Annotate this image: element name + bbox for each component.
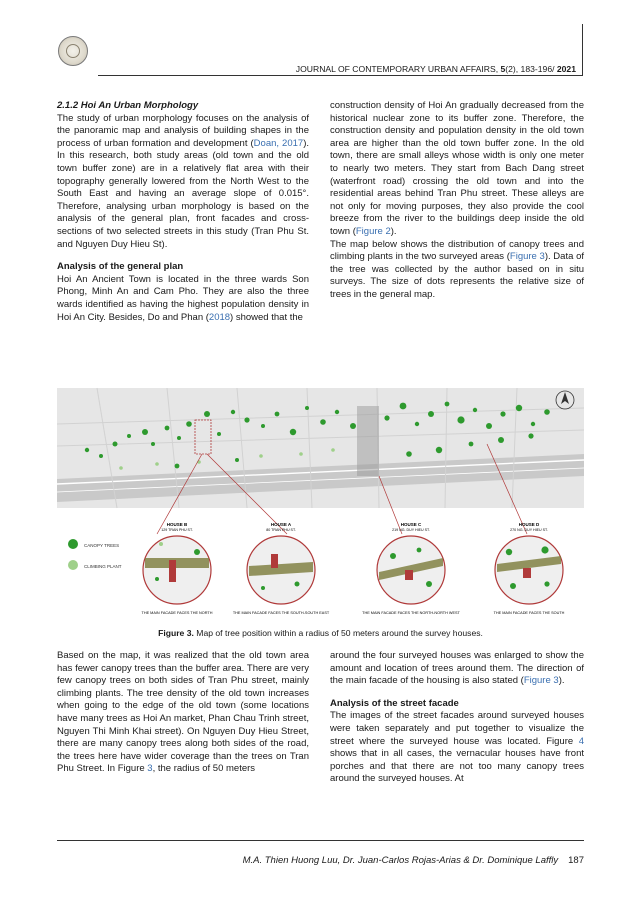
caption-text: Map of tree position within a radius of 50 meters around the survey houses.: [193, 628, 483, 638]
page-number: 187: [568, 855, 584, 866]
house-address: 270 NG. DUY HIEU ST.: [510, 528, 548, 532]
legend-climbing-label: CLIMBING PLANT: [84, 564, 122, 569]
paragraph: The map below shows the distribution of canopy trees and climbing plants in the two surveyed areas (Figure 3). Data of the tree was collected by the author based on in situ surveys. The size of dots represents the relative size of trees in the general map.: [330, 238, 584, 300]
figure-link[interactable]: Figure 2: [355, 225, 391, 237]
house-address: 80 TRAN PHU ST.: [266, 528, 296, 532]
header-vertical-rule: [582, 24, 583, 76]
page-footer: [57, 855, 584, 866]
house-facade-note: THE MAIN FACADE FACES THE SOUTH: [493, 611, 565, 615]
house-facade-note: THE MAIN FACADE FACES THE SOUTH-SOUTH EAST: [232, 611, 330, 615]
header-rule: [98, 75, 583, 76]
paragraph: The images of the street facades around surveyed houses were taken separately and put together to visualize the street where the surveyed house was located. Figure 4 shows that in all cases, the vernacular houses have front porches and that there are not too many canopy trees around the surveyed houses. At: [330, 710, 584, 785]
figure-caption: [57, 628, 584, 638]
house-address: 129 TRAN PHU ST.: [161, 528, 193, 532]
house-address: 219 NG. DUY HIEU ST.: [392, 528, 430, 532]
paragraph: around the four surveyed houses was enlarged to show the amount and location of trees around them. The direction of the main facade of the housing is also stated (Figure 3).: [330, 650, 584, 687]
house-label: HOUSE A: [270, 522, 292, 527]
right-column-bottom: [330, 650, 584, 786]
city-map: [57, 388, 584, 508]
citation-link[interactable]: Doan, 2017: [253, 137, 304, 149]
paragraph: Based on the map, it was realized that the old town area has fewer canopy trees than the buffer area. There are very few canopy trees on both sides of Tran Phu street, mainly climbing plants. The tree density of the old town increases when going to the edge of the old town (some locations have many trees as Hoi An market, Phan Chau Trinh street, Nguyen Thi Minh Khai street). On Nguyen Duy Hieu Street, there are many canopy trees along both sides of the road, the trees here have wider coverage than the trees on Tran Phu Street. In Figure 3, the radius of 50 meters: [57, 650, 309, 775]
subsection-title: Analysis of the general plan: [57, 261, 184, 273]
paragraph: Hoi An Ancient Town is located in the three wards Son Phong, Minh An and Cam Pho. They are also the three wards identified as having the highest population density in Hoi An City. Besides, Do and Phan (2018) showed that the: [57, 273, 309, 323]
house-label: HOUSE B: [166, 522, 188, 527]
left-column-bottom: [57, 650, 309, 776]
journal-header: [296, 64, 576, 74]
figure-link[interactable]: Figure 3: [523, 675, 559, 687]
tree-map-svg: [57, 384, 584, 624]
journal-issue-pages: (2), 183-196/: [505, 64, 557, 74]
caption-label: Figure 3.: [158, 628, 194, 638]
subsection-title: Analysis of the street facade: [330, 697, 459, 709]
journal-name: JOURNAL OF CONTEMPORARY URBAN AFFAIRS,: [295, 64, 501, 74]
right-column-top: [330, 100, 584, 302]
journal-logo-seal: [58, 36, 88, 66]
left-column-top: [57, 100, 309, 324]
figure-link[interactable]: 4: [578, 735, 584, 747]
house-label: HOUSE D: [518, 522, 540, 527]
journal-year: 2021: [556, 64, 576, 74]
house-facade-note: THE MAIN FACADE FACES THE NORTH: [141, 611, 213, 615]
paragraph: The study of urban morphology focuses on the analysis of the panoramic map and analysis of building shapes in the process of urban formation and development (Doan, 2017). In this research, both study areas (old town and the old town buffer zone) are in a relatively flat area with their topography generally lowered from the North West to the South East and having an average slope of 0.015°. Therefore, analysing urban morphology is based on the analysis of the general plan, front facades and cross-sections of two selected streets in this study (Tran Phu St. and Nguyen Duy Hieu St).: [57, 112, 309, 250]
figure-link[interactable]: Figure 3: [509, 251, 545, 263]
citation-link[interactable]: 2018: [208, 311, 231, 323]
footer-rule: [57, 840, 584, 841]
house-facade-note: THE MAIN FACADE FACES THE NORTH-NORTH WEST: [362, 611, 460, 615]
figure-link[interactable]: 3: [147, 763, 153, 775]
journal-volume: 5: [500, 64, 506, 74]
legend-canopy-label: CANOPY TREES: [84, 543, 120, 548]
section-title: 2.1.2 Hoi An Urban Morphology: [57, 100, 199, 111]
tree-position-map-figure: [57, 384, 584, 624]
paragraph: construction density of Hoi An gradually decreased from the historical nuclear zone to its buffer zone. Therefore, the construction density and population density in the old town area are higher than the old town buffer zone. In the old town, there are small alleys whose width is only one meter to nearly two meters. They start from Bach Dang street (waterfront road) crossing the old town and into the residential areas behind Tran Phu street. These alleys are not only for moving purposes, they also provide the cool breeze from the river to the buildings deep inside the old town (Figure 2).: [330, 100, 584, 237]
footer-authors: M.A. Thien Huong Luu, Dr. Juan-Carlos Rojas-Arias & Dr. Dominique Laffly: [242, 855, 559, 866]
house-label: HOUSE C: [400, 522, 422, 527]
